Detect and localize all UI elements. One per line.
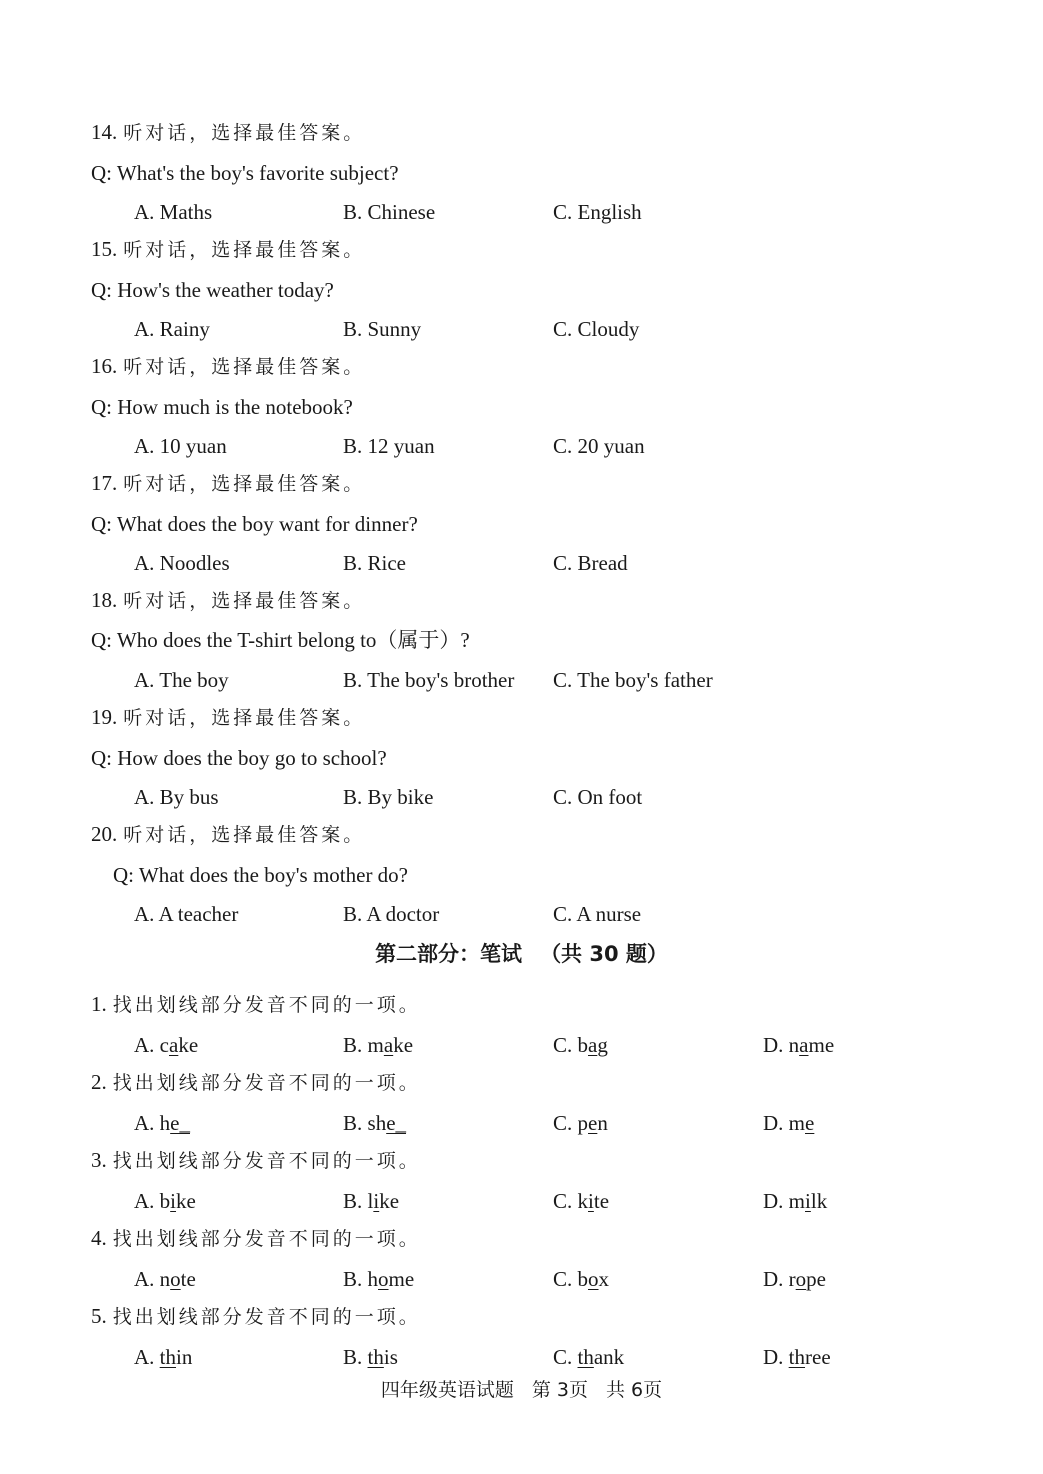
page-footer [0, 1381, 1043, 1400]
underlined-letters: e [588, 1111, 598, 1135]
question-15-text: Q: How's the weather today? [91, 278, 334, 302]
question-18-options [0, 670, 1043, 696]
underlined-letters: o [378, 1267, 389, 1291]
question-19-instruction: 19. 听对话，选择最佳答案。 [91, 705, 366, 729]
option-a[interactable]: A. 10 yuan [134, 434, 227, 458]
option-b[interactable]: B. The boy's brother [343, 668, 515, 692]
underlined-letters: th [788, 1345, 806, 1369]
pron-question-1-instruction: 1. 找出划线部分发音不同的一项。 [91, 992, 421, 1016]
option-a[interactable]: A. By bus [134, 785, 219, 809]
option-c[interactable]: C. thank [553, 1345, 625, 1369]
option-a[interactable]: A. he_ [134, 1111, 190, 1135]
option-a[interactable]: A. bike [134, 1189, 196, 1213]
option-c[interactable]: C. pen [553, 1111, 608, 1135]
underlined-letters: o [170, 1267, 181, 1291]
question-17-text: Q: What does the boy want for dinner? [91, 512, 418, 536]
page-number: 第 3页 [531, 1379, 588, 1401]
option-a[interactable]: A. The boy [134, 668, 229, 692]
option-c[interactable]: C. On foot [553, 785, 643, 809]
underlined-letters: a [799, 1033, 809, 1057]
pron-question-2-options [0, 1113, 1043, 1139]
underlined-letters: i [170, 1189, 177, 1213]
option-a[interactable]: A. thin [134, 1345, 193, 1369]
underlined-letters: e_ [170, 1111, 190, 1135]
underlined-letters: e [805, 1111, 815, 1135]
option-b[interactable]: B. Rice [343, 551, 406, 575]
pron-question-5-instruction: 5. 找出划线部分发音不同的一项。 [91, 1304, 421, 1328]
underlined-letters: i [588, 1189, 594, 1213]
question-14-options [0, 202, 1043, 228]
option-b[interactable]: B. Sunny [343, 317, 422, 341]
option-b[interactable]: B. Chinese [343, 200, 436, 224]
question-15-options [0, 319, 1043, 345]
pron-question-1-options [0, 1035, 1043, 1061]
option-b[interactable]: B. she_ [343, 1111, 407, 1135]
option-c[interactable]: C. A nurse [553, 902, 642, 926]
option-a[interactable]: A. Noodles [134, 551, 230, 575]
pron-question-3-options [0, 1191, 1043, 1217]
underlined-letters: a [383, 1033, 394, 1057]
question-16-instruction: 16. 听对话，选择最佳答案。 [91, 354, 366, 378]
option-c[interactable]: C. kite [553, 1189, 610, 1213]
underlined-letters: th [367, 1345, 384, 1369]
underlined-letters: a [169, 1033, 179, 1057]
option-a[interactable]: A. cake [134, 1033, 199, 1057]
option-c[interactable]: C. bag [553, 1033, 608, 1057]
pron-question-4-instruction: 4. 找出划线部分发音不同的一项。 [91, 1226, 421, 1250]
question-19-text: Q: How does the boy go to school? [91, 746, 387, 770]
pron-question-3-instruction: 3. 找出划线部分发音不同的一项。 [91, 1148, 421, 1172]
question-18-instruction: 18. 听对话，选择最佳答案。 [91, 588, 366, 612]
question-18-text: Q: Who does the T-shirt belong to（属于）? [91, 628, 470, 652]
pron-question-2-instruction: 2. 找出划线部分发音不同的一项。 [91, 1070, 421, 1094]
question-20-instruction: 20. 听对话，选择最佳答案。 [91, 822, 366, 846]
exam-title: 四年级英语试题 [380, 1379, 514, 1401]
question-14-instruction: 14. 听对话，选择最佳答案。 [91, 120, 366, 144]
question-17-instruction: 17. 听对话，选择最佳答案。 [91, 471, 366, 495]
option-b[interactable]: B. home [343, 1267, 415, 1291]
underlined-letters: i [805, 1189, 811, 1213]
option-c[interactable]: C. Bread [553, 551, 628, 575]
question-16-options [0, 436, 1043, 462]
option-b[interactable]: B. make [343, 1033, 414, 1057]
option-b[interactable]: B. A doctor [343, 902, 440, 926]
section-2-title [0, 944, 1043, 965]
option-c[interactable]: C. English [553, 200, 642, 224]
option-c[interactable]: C. Cloudy [553, 317, 640, 341]
section-2-title-main: 第二部分：笔试 [375, 942, 523, 966]
question-17-options [0, 553, 1043, 579]
option-b[interactable]: B. 12 yuan [343, 434, 435, 458]
option-b[interactable]: B. like [343, 1189, 400, 1213]
option-d[interactable]: D. name [763, 1033, 835, 1057]
underlined-letters: th [577, 1345, 594, 1369]
pron-question-4-options [0, 1269, 1043, 1295]
question-16-text: Q: How much is the notebook? [91, 395, 353, 419]
option-a[interactable]: A. note [134, 1267, 196, 1291]
underlined-letters: a [588, 1033, 598, 1057]
underlined-letters: th [159, 1345, 177, 1369]
page-total: 共 6页 [606, 1379, 663, 1401]
option-d[interactable]: D. milk [763, 1189, 828, 1213]
option-a[interactable]: A. Maths [134, 200, 213, 224]
section-2-title-count: （共 30 题） [540, 942, 668, 966]
question-20-options [0, 904, 1043, 930]
question-20-text: Q: What does the boy's mother do? [113, 863, 409, 887]
option-a[interactable]: A. A teacher [134, 902, 239, 926]
option-d[interactable]: D. three [763, 1345, 831, 1369]
question-15-instruction: 15. 听对话，选择最佳答案。 [91, 237, 366, 261]
option-c[interactable]: C. The boy's father [553, 668, 713, 692]
underlined-letters: o [588, 1267, 599, 1291]
option-a[interactable]: A. Rainy [134, 317, 210, 341]
option-b[interactable]: B. this [343, 1345, 398, 1369]
underlined-letters: i [373, 1189, 380, 1213]
question-14-text: Q: What's the boy's favorite subject? [91, 161, 399, 185]
option-d[interactable]: D. me [763, 1111, 815, 1135]
underlined-letters: e_ [386, 1111, 407, 1135]
option-c[interactable]: C. box [553, 1267, 610, 1291]
option-c[interactable]: C. 20 yuan [553, 434, 645, 458]
option-d[interactable]: D. rope [763, 1267, 826, 1291]
pron-question-5-options [0, 1347, 1043, 1373]
option-b[interactable]: B. By bike [343, 785, 434, 809]
question-19-options [0, 787, 1043, 813]
underlined-letters: o [795, 1267, 807, 1291]
